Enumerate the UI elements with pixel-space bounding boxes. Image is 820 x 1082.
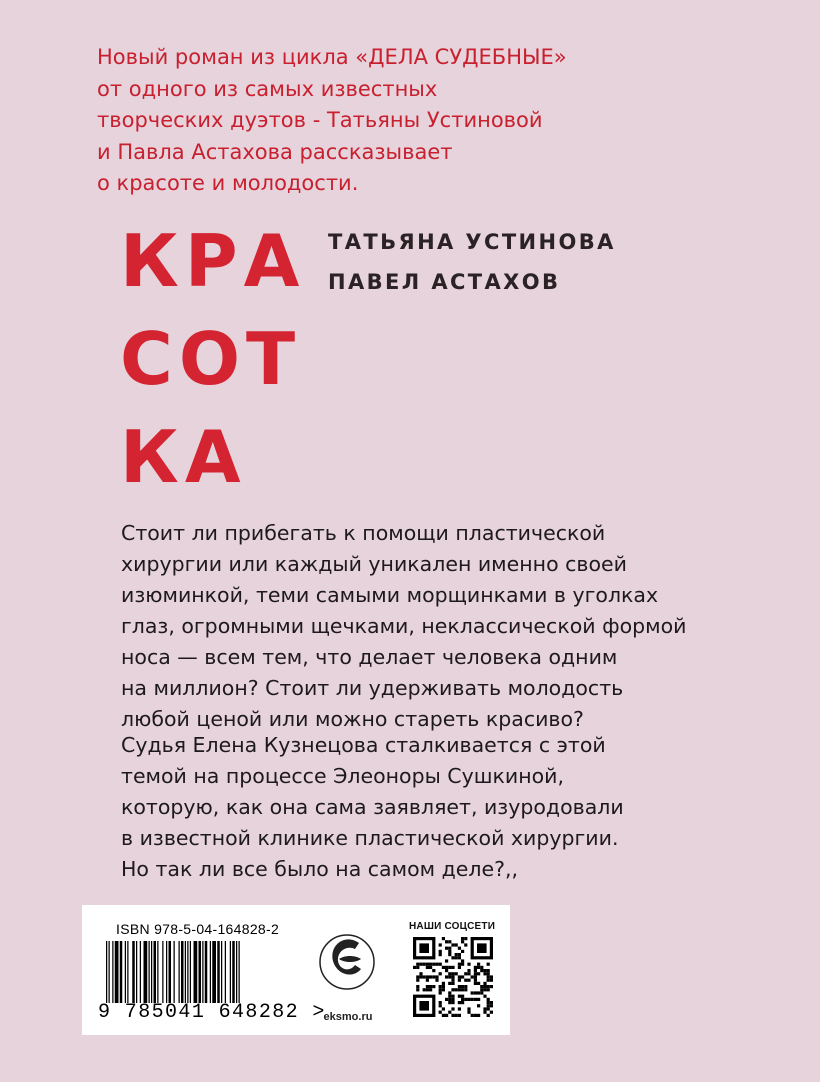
title-line: КА xyxy=(120,415,247,499)
tagline-line: от одного из самых известных xyxy=(97,76,438,101)
description-paragraph-1 xyxy=(121,518,687,735)
text-line: глаз, огромными щечками, неклассической формой xyxy=(121,614,687,638)
title-line: КРА xyxy=(120,219,306,303)
author-name: ТАТЬЯНА УСТИНОВА xyxy=(328,230,616,254)
description-paragraph-2 xyxy=(121,730,624,885)
text-line: хирургии или каждый уникален именно своей xyxy=(121,552,627,576)
text-line: в известной клинике пластической хирургии. xyxy=(121,826,619,850)
text-line: Стоит ли прибегать к помощи пластической xyxy=(121,521,606,545)
text-line: любой ценой или можно стареть красиво? xyxy=(121,707,584,731)
book-title xyxy=(120,212,305,506)
publisher-site: eksmo.ru xyxy=(323,1011,373,1023)
authors xyxy=(328,222,616,302)
qr-code-icon xyxy=(413,937,493,1017)
title-line: СОТ xyxy=(120,317,302,401)
tagline-line: о красоте и молодости. xyxy=(97,171,359,195)
social-label: НАШИ СОЦСЕТИ xyxy=(409,921,496,932)
text-line: на миллион? Стоит ли удерживать молодость xyxy=(121,676,624,700)
barcode-icon xyxy=(106,941,286,1003)
author-name: ПАВЕЛ АСТАХОВ xyxy=(328,270,561,294)
text-line: носа — всем тем, что делает человека одним xyxy=(121,645,618,669)
tagline-line: и Павла Астахова рассказывает xyxy=(97,139,453,164)
text-line: Но так ли все было на самом деле?,, xyxy=(121,857,519,881)
isbn-label: ISBN 978-5-04-164828-2 xyxy=(116,921,280,937)
text-line: изюминкой, теми самыми морщинками в уголках xyxy=(121,583,659,607)
text-line: которую, как она сама заявляет, изуродовали xyxy=(121,795,624,819)
text-line: Судья Елена Кузнецова сталкивается с этой xyxy=(121,733,606,757)
tagline xyxy=(97,42,797,200)
eksmo-logo-icon xyxy=(319,919,375,1005)
ean-number: 9 785041 648282 > xyxy=(98,1001,326,1024)
tagline-line: Новый роман из цикла «ДЕЛА СУДЕБНЫЕ» xyxy=(97,45,567,69)
tagline-line: творческих дуэтов - Татьяны Устиновой xyxy=(97,108,543,132)
barcode-panel xyxy=(82,905,510,1035)
text-line: темой на процессе Элеоноры Сушкиной, xyxy=(121,764,565,788)
